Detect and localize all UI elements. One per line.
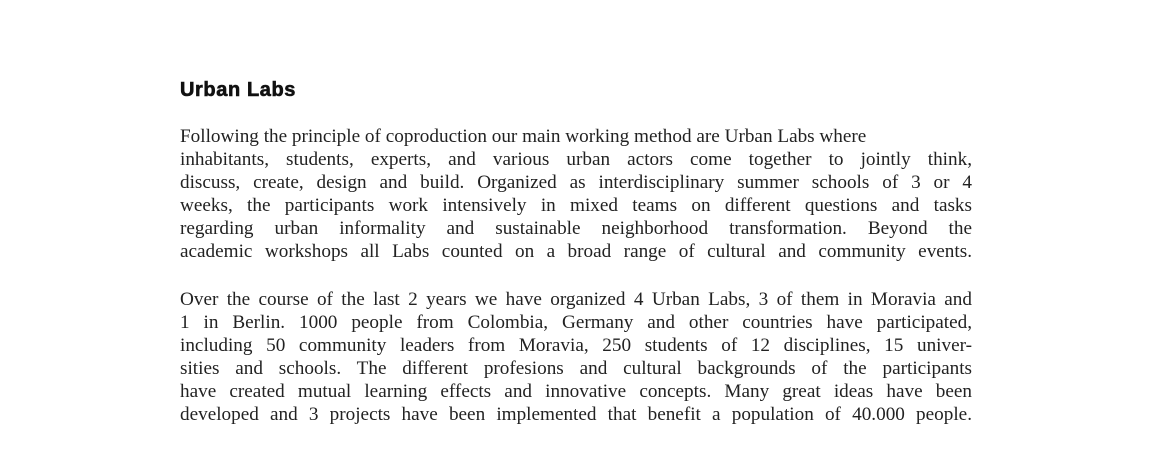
paragraph-line: regarding urban informality and sustainable neighborhood transformation. Beyond the xyxy=(180,218,972,240)
paragraph-line: academic workshops all Labs counted on a broad range of cultural and community events. xyxy=(180,241,972,263)
paragraph-line: developed and 3 projects have been implemented that benefit a population of 40.000 people. xyxy=(180,404,972,426)
paragraph-line: 1 in Berlin. 1000 people from Colombia, Germany and other countries have participated, xyxy=(180,311,972,333)
paragraph-line: including 50 community leaders from Moravia, 250 students of 12 disciplines, 15 univer- xyxy=(180,334,972,356)
paragraph-urban-labs-method xyxy=(180,125,972,264)
paragraph-line: discuss, create, design and build. Organized as interdisciplinary summer schools of 3 or 4 xyxy=(180,172,972,194)
paragraph-line: have created mutual learning effects and innovative concepts. Many great ideas have been xyxy=(180,380,972,402)
paragraph-urban-labs-impact xyxy=(180,288,972,427)
section-title: Urban Labs xyxy=(180,79,297,101)
paragraph-line: Following the principle of coproduction our main working method are Urban Labs where xyxy=(180,126,867,147)
paragraph-line: weeks, the participants work intensively in mixed teams on different questions and tasks xyxy=(180,195,972,217)
paragraph-line: Over the course of the last 2 years we have organized 4 Urban Labs, 3 of them in Moravia and xyxy=(180,288,972,310)
document-page xyxy=(180,78,972,426)
paragraph-line: inhabitants, students, experts, and various urban actors come together to jointly think, xyxy=(180,149,972,171)
paragraph-line: sities and schools. The different profesions and cultural backgrounds of the participants xyxy=(180,357,972,379)
